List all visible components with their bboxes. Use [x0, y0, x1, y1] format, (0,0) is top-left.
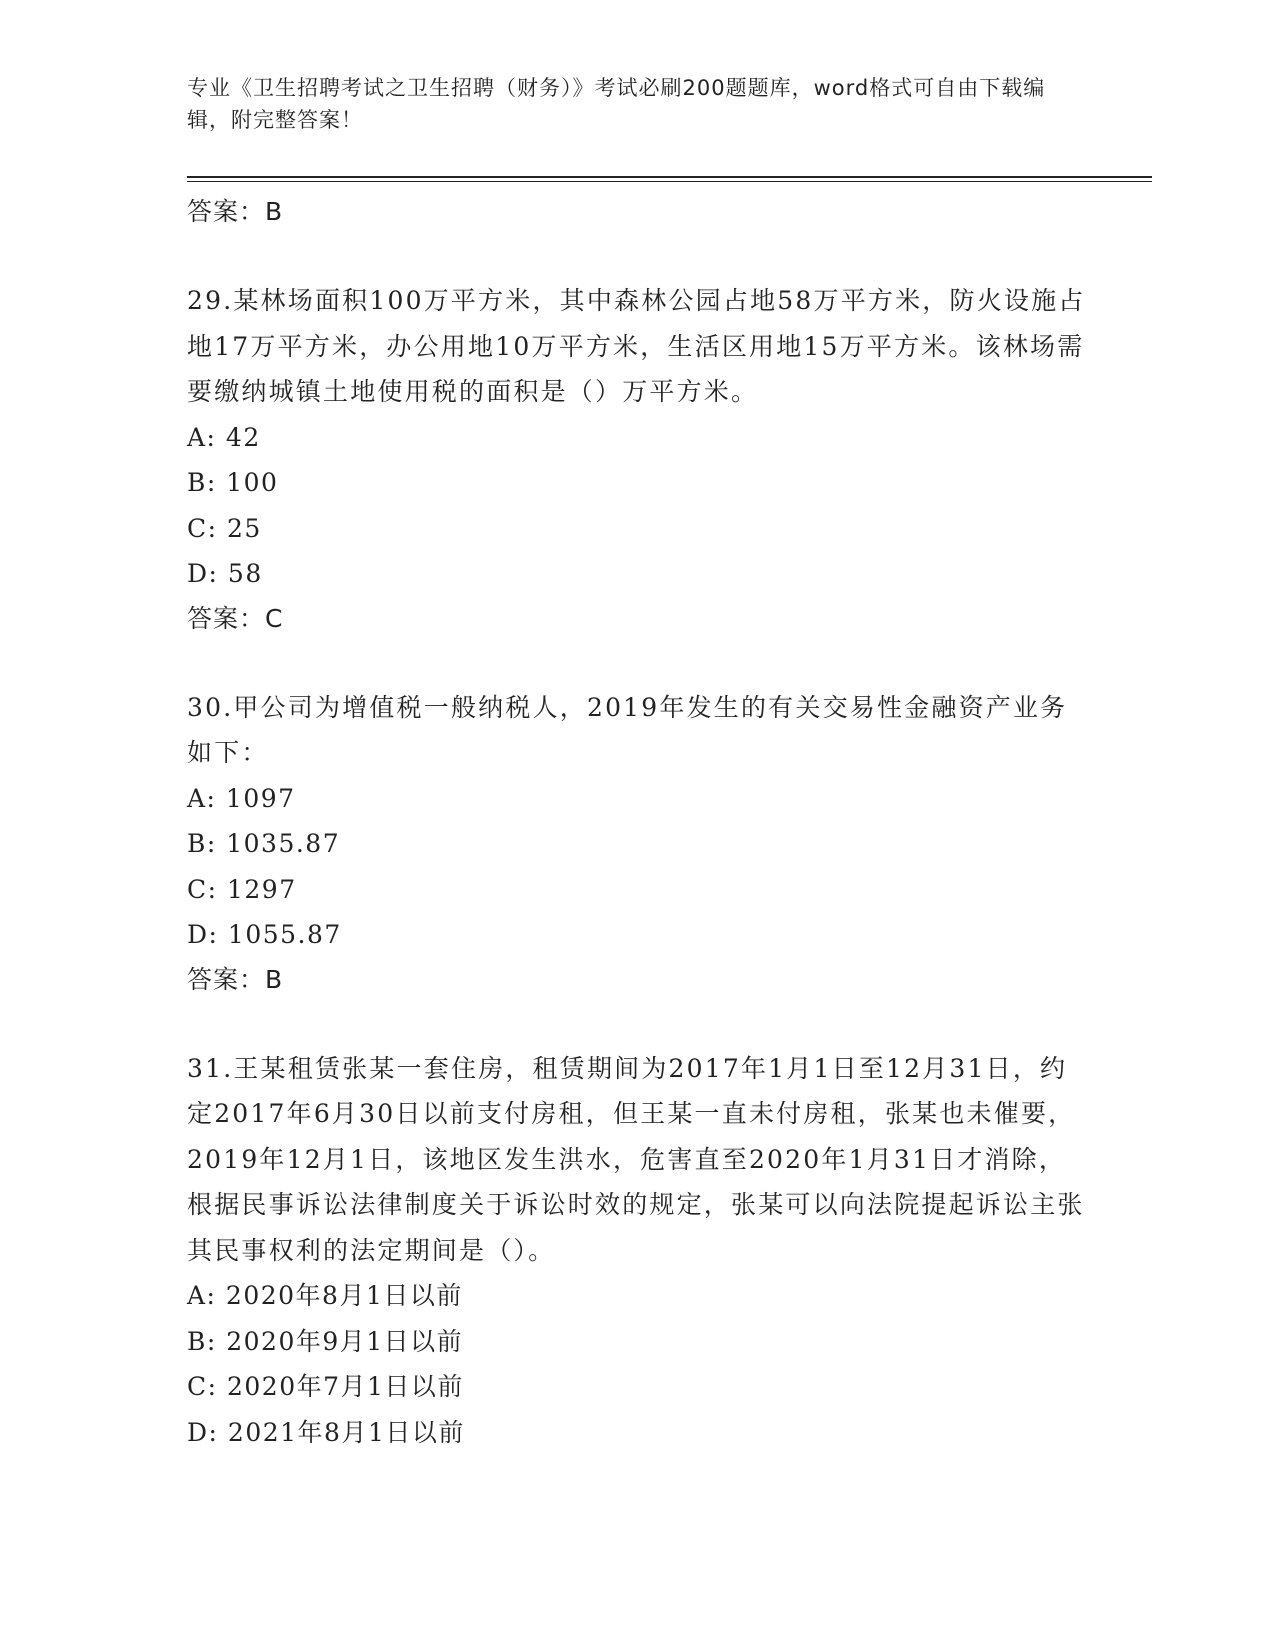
question-31 — [187, 1046, 1087, 1456]
document-header: 专业《卫生招聘考试之卫生招聘（财务）》考试必刷200题题库，word格式可自由下载编辑，附完整答案！ — [187, 76, 1046, 132]
question-31-option-b: B: 2020年9月1日以前 — [187, 1326, 464, 1356]
answer-30: 答案：B — [187, 964, 284, 994]
question-31-option-d: D: 2021年8月1日以前 — [187, 1417, 465, 1447]
question-31-option-c: C: 2020年7月1日以前 — [187, 1372, 464, 1401]
question-31-text: 31.王某租赁张某一套住房，租赁期间为2017年1月1日至12月31日，约定2017年6月30日以前支付房租，但王某一直未付房租，张某也未催要，2019年12月1日，该地区发生洪水，危害直至2020年1月31日才消除，根据民事诉讼法律制度关于诉讼时效的规定，张某可以向法院提起诉讼主张其民事权利的法定期间是（）。 — [187, 1053, 1085, 1265]
question-30 — [187, 685, 1087, 958]
question-31-option-a: A: 2020年8月1日以前 — [187, 1281, 463, 1310]
question-list — [187, 190, 1087, 1455]
question-30-text: 30.甲公司为增值税一般纳税人，2019年发生的有关交易性金融资产业务如下： — [187, 692, 1068, 767]
question-29-option-d: D: 58 — [187, 559, 263, 588]
spacer — [187, 641, 1087, 685]
question-30-option-b: B: 1035.87 — [187, 829, 341, 858]
question-30-option-d: D: 1055.87 — [187, 920, 342, 949]
answer-29: 答案：C — [187, 603, 284, 633]
answer-previous: 答案：B — [187, 197, 284, 226]
header-rule-thin — [187, 181, 1152, 182]
question-29-option-a: A: 42 — [187, 422, 261, 452]
question-29-text: 29.某林场面积100万平方米，其中森林公园占地58万平方米，防火设施占地17万平方米，办公用地10万平方米，生活区用地15万平方米。该林场需要缴纳城镇土地使用税的面积是（）万平方米。 — [187, 286, 1086, 406]
spacer — [187, 1002, 1087, 1046]
question-30-option-a: A: 1097 — [187, 783, 296, 813]
question-29-option-c: C: 25 — [187, 513, 262, 543]
question-29-option-b: B: 100 — [187, 468, 279, 497]
question-29 — [187, 278, 1087, 597]
header-rule-thick — [187, 176, 1152, 178]
spacer — [187, 234, 1087, 278]
question-30-option-c: C: 1297 — [187, 874, 297, 904]
